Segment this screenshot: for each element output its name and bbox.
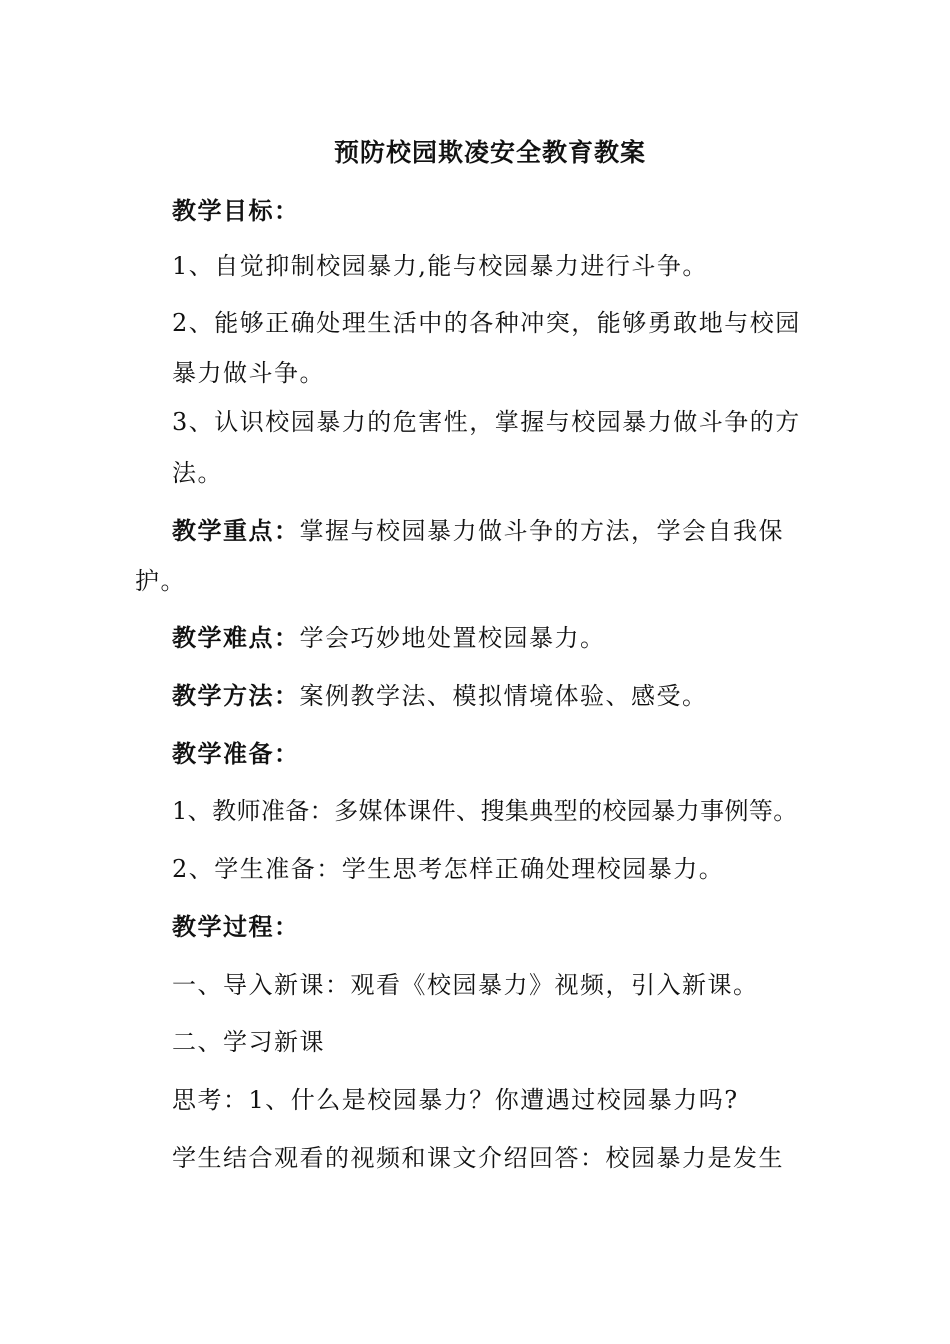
difficulty-text: 学会巧妙地处置校园暴力。 xyxy=(299,624,606,652)
key-point-text-continued: 护。 xyxy=(135,567,186,595)
key-point-label: 教学重点： xyxy=(172,516,300,545)
prep-1: 1、教师准备：多媒体课件、搜集典型的校园暴力事例等。 xyxy=(172,797,798,825)
answer-start: 学生结合观看的视频和课文介绍回答：校园暴力是发生 xyxy=(172,1144,784,1172)
goal-2-line-2: 暴力做斗争。 xyxy=(172,359,325,387)
goal-3-line-1: 3、认识校园暴力的危害性，掌握与校园暴力做斗争的方 xyxy=(172,408,801,436)
process-1: 一、导入新课：观看《校园暴力》视频，引入新课。 xyxy=(172,971,759,999)
goals-heading: 教学目标： xyxy=(172,196,300,225)
goal-2-line-1: 2、能够正确处理生活中的各种冲突，能够勇敢地与校园 xyxy=(172,309,801,337)
difficulty-label: 教学难点： xyxy=(172,623,300,652)
prep-2: 2、学生准备：学生思考怎样正确处理校园暴力。 xyxy=(172,855,725,883)
goal-1: 1、自觉抑制校园暴力,能与校园暴力进行斗争。 xyxy=(172,252,708,280)
document-title: 预防校园欺凌安全教育教案 xyxy=(333,138,646,167)
method-text: 案例教学法、模拟情境体验、感受。 xyxy=(299,682,708,710)
key-point-text: 掌握与校园暴力做斗争的方法，学会自我保 xyxy=(299,517,784,545)
goal-3-line-2: 法。 xyxy=(172,459,223,487)
method-label: 教学方法： xyxy=(172,681,300,710)
difficulty-line xyxy=(172,620,606,656)
process-heading: 教学过程： xyxy=(172,912,300,941)
method-line xyxy=(172,678,708,714)
prep-heading: 教学准备： xyxy=(172,739,300,768)
key-point-line xyxy=(172,513,784,549)
think-1: 思考：1、什么是校园暴力？你遭遇过校园暴力吗? xyxy=(172,1086,739,1114)
process-2: 二、学习新课 xyxy=(172,1028,325,1056)
